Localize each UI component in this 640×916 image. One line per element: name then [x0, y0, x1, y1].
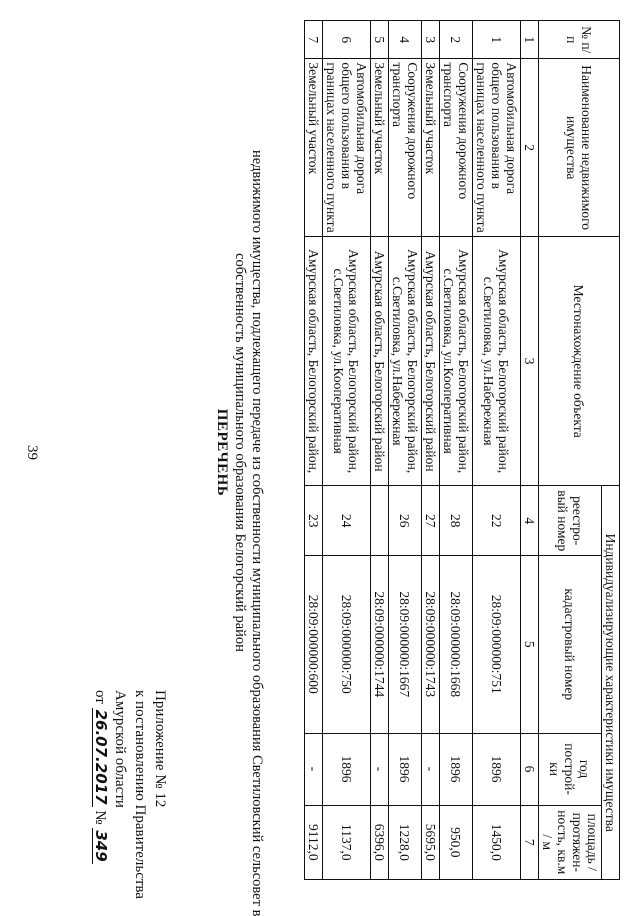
cell-name: Земельный участок	[305, 59, 323, 237]
cell-num: 3	[422, 21, 440, 59]
from-label: от	[92, 690, 108, 704]
cell-cadastral: 28:09:000000:600	[305, 556, 323, 734]
cell-year: 1896	[440, 733, 473, 805]
cell-name: Автомобильная дорога общего пользования в границах населенного пункта	[323, 59, 371, 237]
header-num: № п/п	[539, 21, 620, 59]
cell-cadastral: 28:09:000000:1743	[422, 556, 440, 734]
number-label: №	[92, 810, 108, 825]
index-cell: 7	[521, 805, 539, 879]
cell-registry: 27	[422, 486, 440, 556]
cell-location: Амурская область, Белогорский район,	[305, 236, 323, 486]
cell-name: Земельный участок	[422, 59, 440, 237]
cell-area: 950,0	[440, 805, 473, 879]
cell-location: Амурская область, Белогорский район, с.Светиловка, ул.Кооперативная	[323, 236, 371, 486]
cell-year: -	[422, 733, 440, 805]
cell-location: Амурская область, Белогорский район, с.Светиловка, ул.Набережная	[473, 236, 521, 486]
appendix-line-1: Приложение № 12	[152, 690, 168, 808]
cell-name: Автомобильная дорога общего пользования в границах населенного пункта	[473, 59, 521, 237]
cell-registry: 28	[440, 486, 473, 556]
cell-location: Амурская область, Белогорский район, с.Светиловка, ул.Кооперативная	[440, 236, 473, 486]
cell-num: 7	[305, 21, 323, 59]
header-registry: реестро-вый номер	[539, 486, 602, 556]
cell-cadastral: 28:09:000000:1744	[371, 556, 389, 734]
table-row	[473, 21, 521, 880]
index-row	[521, 21, 539, 880]
property-table	[304, 20, 620, 880]
cell-num: 2	[440, 21, 473, 59]
cell-area: 1137,0	[323, 805, 371, 879]
cell-year: -	[305, 733, 323, 805]
cell-registry: 23	[305, 486, 323, 556]
cell-location: Амурская область, Белогорский район, с.Светиловка, ул.Набережная	[389, 236, 422, 486]
table-row	[422, 21, 440, 880]
table-row	[440, 21, 473, 880]
cell-year: -	[371, 733, 389, 805]
index-cell: 6	[521, 733, 539, 805]
table-row	[371, 21, 389, 880]
cell-name: Земельный участок	[371, 59, 389, 237]
cell-registry: 24	[323, 486, 371, 556]
appendix-line-2: к постановлению Правительства	[132, 690, 148, 899]
header-characteristics: Индивидуализирующие характеристики имущества	[602, 486, 620, 880]
handwritten-date: 26.07.2017	[92, 709, 110, 805]
index-cell: 4	[521, 486, 539, 556]
header-cadastral: кадастровый номер	[539, 556, 602, 734]
header-name: Наименование недвижимого имущества	[539, 59, 620, 237]
handwritten-number: 349	[92, 830, 110, 862]
cell-num: 5	[371, 21, 389, 59]
header-location: Местонахождение объекта	[539, 236, 620, 486]
document-subtitle	[231, 150, 265, 916]
table-row	[305, 21, 323, 880]
cell-registry: 22	[473, 486, 521, 556]
header-row	[602, 21, 620, 880]
table-row	[389, 21, 422, 880]
cell-num: 1	[473, 21, 521, 59]
cell-cadastral: 28:09:000000:750	[323, 556, 371, 734]
cell-year: 1896	[473, 733, 521, 805]
cell-registry	[371, 486, 389, 556]
index-cell: 1	[521, 21, 539, 59]
cell-year: 1896	[323, 733, 371, 805]
appendix-line-3: Амурской области	[112, 690, 128, 808]
cell-area: 1228,0	[389, 805, 422, 879]
subtitle-line-1: недвижимого имущества, подлежащего передаче из собственности муниципального образования Светиловский сельсовет в	[249, 150, 265, 916]
cell-registry: 26	[389, 486, 422, 556]
document-title: ПЕРЕЧЕНЬ	[214, 408, 230, 497]
cell-area: 6396,0	[371, 805, 389, 879]
cell-cadastral: 28:09:000000:751	[473, 556, 521, 734]
index-cell: 2	[521, 59, 539, 237]
appendix-block	[90, 690, 170, 899]
cell-area: 5695,0	[422, 805, 440, 879]
cell-num: 6	[323, 21, 371, 59]
subtitle-line-2: собственность муниципального образования Белогорский район	[232, 253, 248, 652]
table-row	[323, 21, 371, 880]
cell-location: Амурская область, Белогорский район	[422, 236, 440, 486]
appendix-date-line	[90, 690, 110, 890]
cell-cadastral: 28:09:000000:1668	[440, 556, 473, 734]
cell-year: 1896	[389, 733, 422, 805]
header-area: площадь / протяжен-ность, кв.м / м	[539, 805, 602, 879]
page-number: 39	[24, 445, 40, 460]
cell-location: Амурская область, Белогорский район	[371, 236, 389, 486]
cell-area: 1450,0	[473, 805, 521, 879]
index-cell: 5	[521, 556, 539, 734]
cell-num: 4	[389, 21, 422, 59]
cell-area: 9112,0	[305, 805, 323, 879]
cell-name: Сооружения дорожного транспорта	[440, 59, 473, 237]
cell-cadastral: 28:09:000000:1667	[389, 556, 422, 734]
header-year: год построй-ки	[539, 733, 602, 805]
cell-name: Сооружения дорожного транспорта	[389, 59, 422, 237]
index-cell: 3	[521, 236, 539, 486]
